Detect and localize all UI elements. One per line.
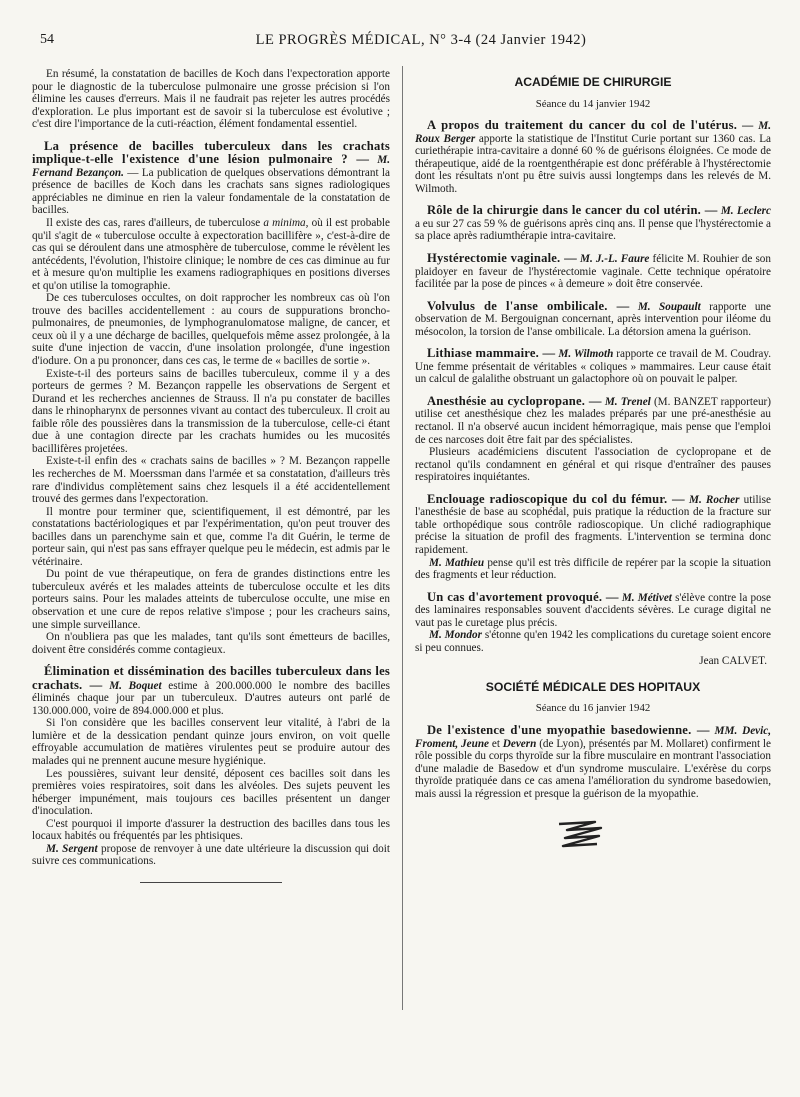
text-run: pense qu'il est très difficile de repérer par la scopie la situation des fragments et leur réduction. [415, 556, 771, 582]
article-title: Un cas d'avortement provoqué. — [427, 589, 619, 604]
article-text: utilise l'anesthésie de base au scophédal, puis pratique la réduction de la fracture sur table orthopédique sous contrôle radioscopique. Un cliché radiographique précise la situation de profil des fragments. L'intervention se termina donc rapidement. [415, 493, 771, 556]
paragraph [415, 557, 771, 582]
section-elimination [32, 665, 390, 717]
article [415, 395, 771, 446]
paragraph [32, 217, 390, 292]
article-title: Enclouage radioscopique du col du fémur. — [427, 491, 685, 506]
paragraph [415, 629, 771, 654]
ornament-icon [555, 816, 607, 852]
author: M. Trenel [604, 395, 651, 408]
text-run: et [489, 737, 503, 750]
article-text: (de Lyon), présentés par M. Mollaret) confirment le rôle possible du corps thyroïde sur la fibre musculaire en montrant l'association d'une maladie de Basedow et d'un syndrome musculaire. L'exérèse du corps thyroïde pratiquée dans ce cas amena l'amélioration du syndrome basedowien, mais aussi la régression et presque la guérison de la myopathie. [415, 737, 771, 800]
societe-heading: SOCIÉTÉ MÉDICALE DES HOPITAUX [485, 679, 701, 694]
paragraph: Existe-t-il des porteurs sains de bacilles tuberculeux, comme il y a des porteurs de germes ? M. Bezançon rappelle les observations de Sergent et Durand et les recherches anciennes de Strauss. Il n'a pu constater de bacilles dans le rhinopharynx de personnes vivant au contact des tuberculeux. Il croit au faible rôle des poussières dans la transmission de la tuberculose, celle-ci étant due à une contagion directe par les crachats humides ou les mucosités bacillifères projetées. [32, 367, 390, 455]
page-header [40, 32, 762, 54]
article-text: rapporte ce travail de M. Coudray. Une femme présentait de véritables « coliques » mammaires. Leur cause était un calcul de galalithe obstruant un galactophore où on pouvait le palper. [415, 348, 771, 386]
text-run: Il existe des cas, rares d'ailleurs, de tuberculose [46, 217, 264, 230]
author: M. Mondor [429, 629, 482, 642]
article-title: De l'existence d'une myopathie basedowienne. — [427, 722, 710, 737]
article [415, 493, 771, 557]
author: MM. Devic, Froment, Jeune [415, 724, 771, 750]
page-number: 54 [40, 32, 54, 47]
text-run: où il est probable qu'il s'agit de « tuberculose occulte à expectoration bacillifère », c'est-à-dire de cas qui se déroulent dans une atmosphère de tuberculose, comme le révèlent les antécédents, l'évolution, l'histoire clinique; le nombre de ces cas diminue au fur et à mesure qu'on multiplie les examens radiographiques en positions diverses et qu'on utilise la tomographie. [32, 217, 391, 292]
paragraph: Les poussières, suivant leur densité, déposent ces bacilles soit dans les premières voies respiratoires, soit dans les alvéoles. Des sujets peuvent les héberger impunément, mais toujours ces bacilles présentent un danger d'inoculation. [32, 767, 390, 818]
paragraph: C'est pourquoi il importe d'assurer la destruction des bacilles dans tous les locaux habités ou fréquentés par les phtisiques. [32, 817, 390, 843]
column-rule [402, 66, 403, 1010]
article [415, 591, 771, 630]
article-title: Rôle de la chirurgie dans le cancer du col utérin. — [427, 203, 718, 218]
running-head: LE PROGRÈS MÉDICAL, N° 3-4 (24 Janvier 1942) [255, 32, 587, 48]
article-title: Lithiase mammaire. — [427, 346, 556, 361]
paragraph: Il montre pour terminer que, scientifiquement, il est démontré, par les constatations bactériologiques et par l'expérimentation, qu'on peut trouver des bacilles dans un parenchyme sain et que, comme l'a dit Guérin, le terme de porteur sain, qui n'est pas sans effrayer quelque peu le médecin, est admis par le vétérinaire. [32, 505, 390, 568]
paragraph: Du point de vue thérapeutique, on fera de grandes distinctions entre les tuberculeux avérés et les malades atteints de tuberculose occulte et les dits porteurs sains. Pour les malades atteints de tuberculose occulte, une mise en observation et une cure de repos relative s'impose ; pour les cracheurs sains, une simple surveillance. [32, 568, 390, 631]
author: M. Fernand Bezançon. [32, 154, 390, 179]
section-title: La présence de bacilles tuberculeux dans les crachats implique-t-elle l'existence d'une lésion pulmonaire ? — [32, 138, 390, 167]
paragraph: Plusieurs académiciens discutent l'association de cyclopropane et de rectanol qu'ils condamnent en général et qui risque d'entraîner des pauses respiratoires inquiétantes. [415, 446, 771, 484]
section-text: — La publication de quelques observations démontrant la présence de bacilles de Koch dans les crachats sans signes radiologiques appréciables ne diminue en rien la valeur fondamentale de la constatation de bacilles. [32, 166, 390, 217]
author: M. Métivet [621, 591, 672, 604]
article-text: rapporte une observation de M. Bergouignan concernant, après intervention pour iléome du mésocolon, la torsion de l'anse ombilicale. La détorsion amena la guérison. [415, 300, 771, 338]
author: M. Wilmoth [558, 348, 614, 361]
author: M. Boquet [109, 679, 162, 692]
article [415, 300, 771, 339]
article-text: a eu sur 27 cas 59 % de guérisons après cinq ans. Il pense que l'hystérectomie a sa place après radiumthérapie intra-cavitaire. [415, 217, 771, 243]
section-title: Élimination et dissémination des bacilles tuberculeux dans les crachats. — [32, 664, 390, 692]
paragraph: Existe-t-il enfin des « crachats sains de bacilles » ? M. Bezançon rappelle les recherches de M. Moerssman dans l'armée et sa constatation, d'ailleurs très rare d'individus complètement sains chez lesquels il a été accidentellement trouvé des germes dans l'expectoration. [32, 455, 390, 506]
paragraph: De ces tuberculoses occultes, on doit rapprocher les nombreux cas où l'on trouve des bacilles accidentellement : au cours de suppurations broncho-pulmonaires, de pneumonies, de lymphogranulomatose maligne, de cancer, et ceux où il y a une décharge de bacilles, quelquefois même assez prolongée, à la suite d'une injection de vaccin, d'une insolation prolongée, d'une ingestion d'iodure. On a pu prononcer, dans ces cas, le terme de « bacilles de sortie ». [32, 292, 390, 368]
article-title: A propos du traitement du cancer du col de l'utérus. [427, 118, 738, 133]
author: M. Rocher [689, 493, 740, 506]
seance-date: Séance du 16 janvier 1942 [535, 702, 651, 715]
author: M. Mathieu [429, 556, 485, 569]
right-column [415, 68, 771, 856]
left-column [32, 68, 390, 897]
divider [140, 882, 282, 883]
article-title: Anesthésie au cyclopropane. — [427, 393, 602, 408]
paragraph: On n'oubliera pas que les malades, tant qu'ils sont émetteurs de bacilles, doivent être considérés comme contagieux. [32, 631, 390, 656]
article-title: Volvulus de l'anse ombilicale. — [427, 298, 630, 313]
seance-date: Séance du 14 janvier 1942 [535, 97, 651, 110]
academie-heading: ACADÉMIE DE CHIRURGIE [514, 75, 672, 89]
article-text: apporte la statistique de l'Institut Curie portant sur 1360 cas. La curiethérapie intra-cavitaire a donné 60 % de guérisons éloignées. Ce mode de thérapeutique, aidé de la roentgenthérapie est donc préférable à l'hystérectomie dont les résultats n'ont pu être suivis aussi longtemps dans les relevés de M. Wilmoth. [415, 132, 771, 195]
article [415, 252, 771, 291]
article-text: félicite M. Rouhier de son plaidoyer en faveur de l'hystérectomie vaginale. Cette technique opératoire facilitée par la pose de pinces « à demeure » doit être conservée. [415, 253, 771, 291]
author: M. Sergent [46, 842, 98, 855]
author: — M. Roux Berger [415, 120, 772, 145]
article [415, 347, 771, 386]
text-run: propose de renvoyer à une date ultérieure la discussion qui doit suivre ces communications. [32, 842, 390, 868]
article-text: (M. BANZET rapporteur) utilise cet anesthésique chez les malades préparés par une pré-anesthésie au rectanol. Il n'a observé aucun incident hémorragique, mais pense que l'emploi de ces narcoses doit être fait par des spécialistes. [415, 395, 771, 446]
article-text: s'élève contre la pose des laminaires responsables souvent d'accidents sévères. Le curage digital ne vaut pas le curetage plus précis. [415, 591, 771, 629]
article [415, 204, 771, 243]
signature: Jean CALVET. [699, 655, 767, 668]
section-la-presence [32, 140, 390, 217]
text-run: s'étonne qu'en 1942 les complications du curetage soient encore si peu connues. [415, 629, 771, 654]
emphasis: a minima, [263, 217, 309, 230]
paragraph [32, 843, 390, 868]
author: M. J.-L. Faure [580, 253, 650, 266]
article [415, 724, 771, 800]
author: Devern [502, 737, 537, 750]
author: M. Leclerc [720, 205, 772, 218]
article-title: Hystérectomie vaginale. — [427, 251, 577, 266]
author: M. Soupault [637, 300, 701, 313]
paragraph: En résumé, la constatation de bacilles de Koch dans l'expectoration apporte pour le diagnostic de la tuberculose pulmonaire une grosse précision si l'on élimine les causes d'erreurs. Mais il ne faudrait pas rejeter les autres procédés d'exploration. Le plus important est de savoir si la tuberculose est évolutive ; c'est dire l'importance de la cuti-réaction, élément fondamental essentiel. [32, 68, 390, 131]
paragraph: Si l'on considère que les bacilles conservent leur vitalité, à l'abri de la lumière et de la dessication pendant quinze jours environ, on voit quelle effroyable accumulation de matières virulentes peut se produire autour des malades qui ne prennent aucune mesure hygiénique. [32, 717, 390, 767]
article [415, 119, 771, 195]
section-text: estime à 200.000.000 le nombre des bacilles éliminés chaque jour par un tuberculeux. D'autres auteurs ont parlé de 130.000.000, voire de 894.000.000 et plus. [32, 679, 390, 717]
